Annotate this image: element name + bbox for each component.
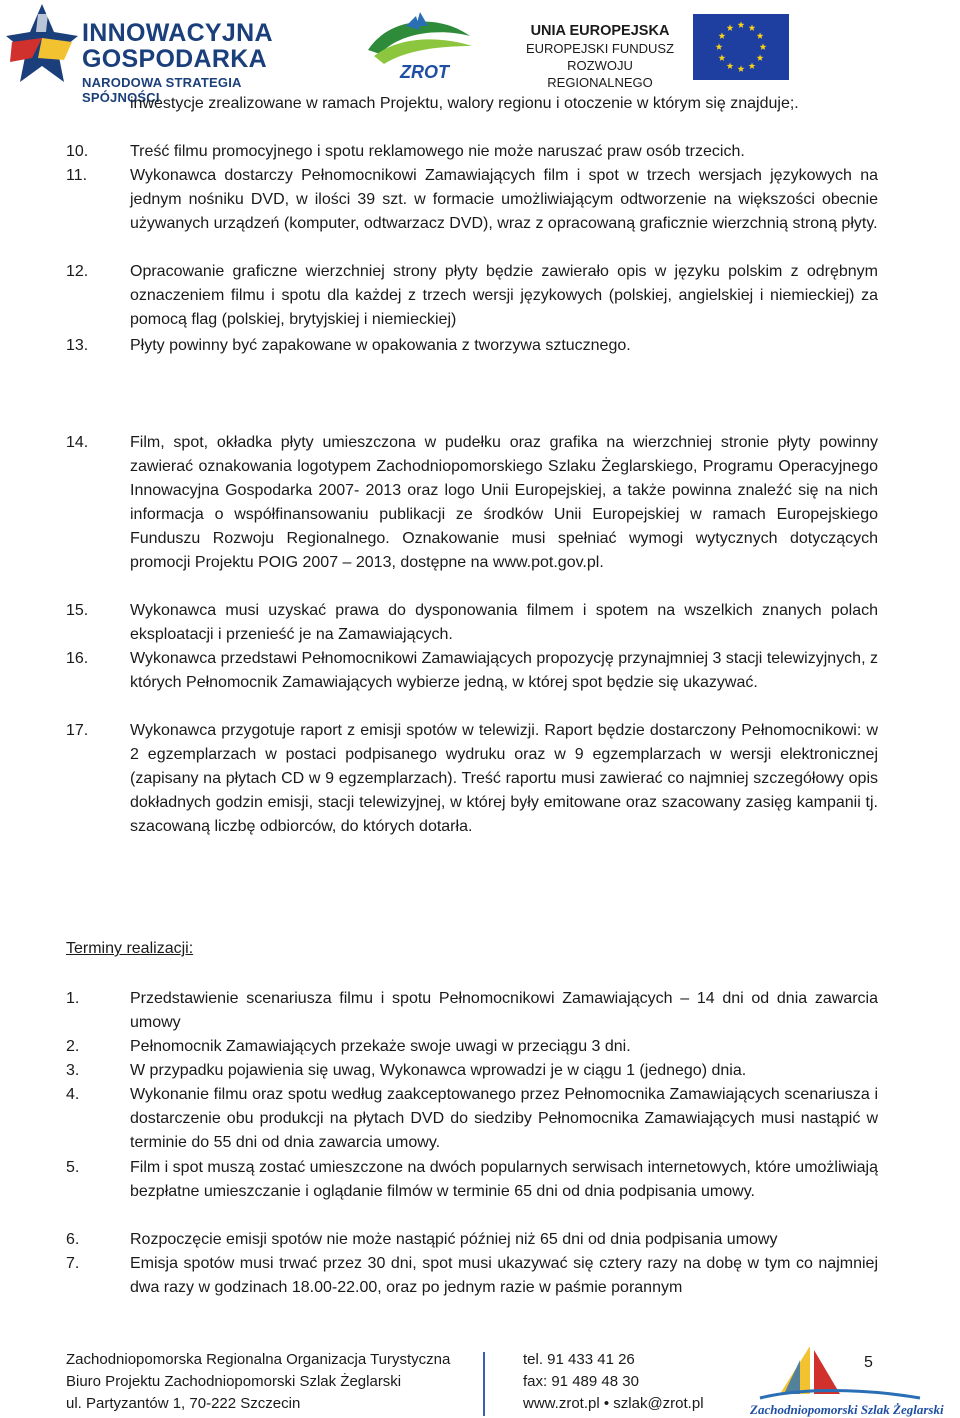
ig-subtitle: NARODOWA STRATEGIA SPÓJNOŚCI (82, 75, 242, 105)
item-number: 7. (66, 1255, 80, 1272)
footer-office: Biuro Projektu Zachodniopomorski Szlak Żeglarski (66, 1373, 402, 1390)
item-text: Wykonanie filmu oraz spotu według zaakceptowanego przez Pełnomocnika Zamawiających scenariusza i dostarczenie obu produkcji na płytach DVD do siedziby Pełnomocnika Zamawiających musi nastąpić w terminie do 55 dni od dnia zawarcia umowy. (130, 1086, 878, 1151)
page-number: 5 (864, 1354, 873, 1371)
innowacyjna-gospodarka-logo (2, 2, 302, 105)
item-text: Płyty powinny być zapakowane w opakowania z tworzywa sztucznego. (130, 337, 631, 354)
item-text: Pełnomocnik Zamawiających przekaże swoje uwagi w przeciągu 3 dni. (130, 1038, 631, 1055)
footer-contact (523, 1349, 704, 1415)
szlak-logo-text: Zachodniopomorski Szlak Żeglarski (750, 1402, 944, 1417)
item-text: Opracowanie graficzne wierzchniej strony płyty będzie zawierało opis w języku polskim z odrębnym oznaczeniem filmu i spotu dla każdej z trzech wersji językowych (polskiej, angielskiej i niemieckiej) za pomocą flag (polskiej, brytyjskiej i niemieckiej) (130, 263, 878, 328)
item-text: W przypadku pojawienia się uwag, Wykonawca wprowadzi je w ciągu 1 (jednego) dnia. (130, 1062, 747, 1079)
item-number: 10. (66, 143, 89, 160)
terms-heading: Terminy realizacji: (66, 940, 194, 957)
item-number: 4. (66, 1086, 80, 1103)
eu-title: UNIA EUROPEJSKA (530, 23, 670, 39)
ig-title-line1: INNOWACYJNA (82, 19, 273, 47)
item-number: 2. (66, 1038, 80, 1055)
footer-fax: fax: 91 489 48 30 (523, 1373, 639, 1390)
item-number: 6. (66, 1231, 80, 1248)
item-text: Przedstawienie scenariusza filmu i spotu Pełnomocnikowi Zamawiających – 14 dni od dnia zawarcia umowy (130, 990, 878, 1031)
item-text: Wykonawca przygotuje raport z emisji spotów w telewizji. Raport będzie dostarczony Pełnomocnikowi: w 2 egzemplarzach w postaci podpisanego wydruku oraz w 9 egzemplarzach w wersji elektronicznej (zapisany na płytach CD w 9 egzemplarzach). Treść raportu musi zawierać co najmniej szczegółowy opis dokładnych godzin emisji, stacji telewizyjnej, w której były emitowane oraz szacowany zasięg kampanii tj. szacowaną liczbę odbiorców, do których dotarła. (130, 722, 878, 835)
item-number: 13. (66, 337, 89, 354)
eu-fund-line1: EUROPEJSKI FUNDUSZ (525, 41, 675, 56)
item-number: 11. (66, 167, 88, 184)
item-text: Emisja spotów musi trwać przez 30 dni, spot musi ukazywać się cztery razy na dobę w tym co najmniej dwa razy w godzinach 18.00-22.00, oraz po jednym razie w paśmie porannym (130, 1255, 878, 1296)
footer-address: ul. Partyzantów 1, 70-222 Szczecin (66, 1395, 301, 1412)
eu-text-block (520, 22, 680, 91)
zrot-logo (360, 6, 480, 82)
footer-divider (483, 1352, 485, 1416)
item-text: Rozpoczęcie emisji spotów nie może nastąpić później niż 65 dni od dnia podpisania umowy (130, 1231, 778, 1248)
item-text: Wykonawca musi uzyskać prawa do dysponowania filmem i spotem na wszelkich znanych polach eksploatacji i przenieść je na Zamawiających. (130, 602, 878, 643)
item-number: 16. (66, 650, 89, 667)
item-number: 1. (66, 990, 80, 1007)
zrot-label: ZROT (400, 62, 449, 82)
eu-fund-line2: ROZWOJU REGIONALNEGO (547, 58, 653, 90)
ig-star-icon (2, 2, 80, 86)
item-text: Film i spot muszą zostać umieszczone na dwóch popularnych serwisach internetowych, które umożliwiają bezpłatne umieszczanie i oglądanie filmów w terminie 65 dni od dnia podpisania umowy. (130, 1159, 878, 1200)
item-number: 3. (66, 1062, 80, 1079)
item-number: 14. (66, 434, 89, 451)
item-number: 12. (66, 263, 89, 280)
eu-flag-icon (693, 14, 789, 80)
footer-tel: tel. 91 433 41 26 (523, 1351, 635, 1368)
szlak-zeglarski-logo (740, 1340, 960, 1418)
ig-title-line2: GOSPODARKA (82, 45, 267, 73)
footer-web: www.zrot.pl • szlak@zrot.pl (523, 1395, 704, 1412)
item-text: Wykonawca dostarczy Pełnomocnikowi Zamawiających film i spot w trzech wersjach językowych na jednym nośniku DVD, w ilości 39 szt. w formacie umożliwiającym odtworzenie na większości obecnie używanych urządzeń (komputer, odtwarzacz DVD), wraz z opracowaną graficznie wierzchnią stroną płyty. (130, 167, 878, 232)
item-number: 17. (66, 722, 89, 739)
footer-org-name: Zachodniopomorska Regionalna Organizacja Turystyczna (66, 1351, 451, 1368)
item-text: Wykonawca przedstawi Pełnomocnikowi Zamawiających propozycję przynajmniej 3 stacji telewizyjnych, z których Pełnomocnik Zamawiających wybierze jedną, w której spot będzie się ukazywać. (130, 650, 878, 691)
item-text: Film, spot, okładka płyty umieszczona w pudełku oraz grafika na wierzchniej stronie płyty powinny zawierać oznakowania logotypem Zachodniopomorskiego Szlaku Żeglarskiego, Programu Operacyjnego Innowacyjna Gospodarka 2007- 2013 oraz logo Unii Europejskiej, a także powinna znaleźć się na nich informacja o współfinansowaniu publikacji ze środków Unii Europejskiej w ramach Europejskiego Funduszu Rozwoju Regionalnego. Oznakowanie musi spełniać wymogi wytycznych dotyczących promocji Projektu POIG 2007 – 2013, dostępne na www.pot.gov.pl. (130, 434, 878, 571)
item-number: 5. (66, 1159, 80, 1176)
item-number: 15. (66, 602, 89, 619)
item-9-continuation: inwestycje zrealizowane w ramach Projektu, walory regionu i otoczenie w którym się znajduje;. (130, 95, 799, 112)
item-text: Treść filmu promocyjnego i spotu reklamowego nie może naruszać praw osób trzecich. (130, 143, 745, 160)
footer-organization (66, 1349, 450, 1415)
